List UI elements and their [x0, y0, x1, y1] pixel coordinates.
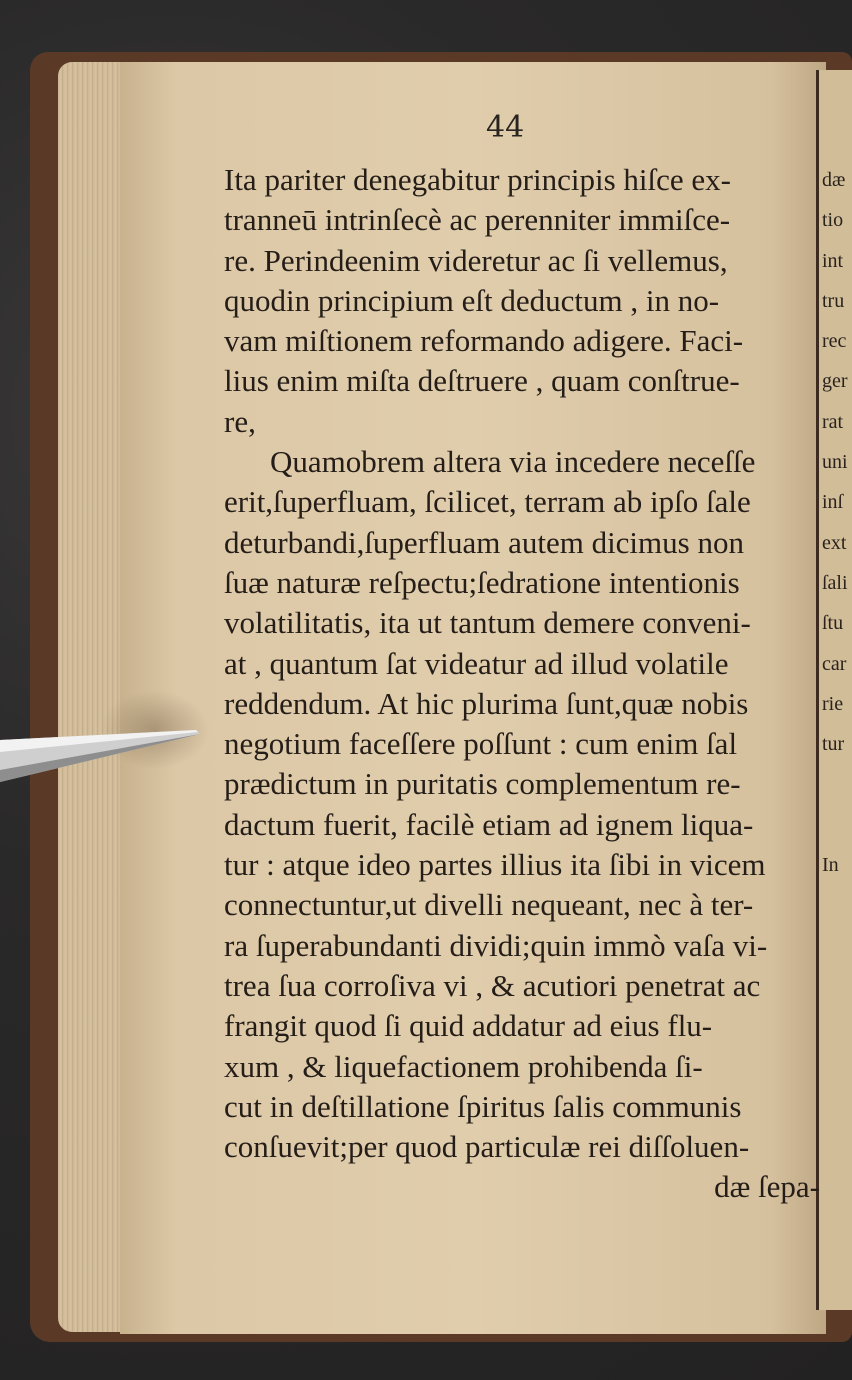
text-line: volatilitatis, ita ut tantum demere conveni- — [224, 605, 751, 641]
margin-fragment: ſtu — [822, 612, 844, 635]
text-line: trea ſua corroſiva vi , & acutiori penetrat ac — [224, 967, 761, 1003]
facing-page-fragments — [822, 160, 852, 885]
text-line: conſuevit;per quod particulæ rei diſſoluen- — [224, 1129, 750, 1165]
text-line: Quamobrem altera via incedere neceſſe — [270, 444, 756, 480]
margin-fragment: dæ — [822, 169, 846, 191]
text-line: cut in deſtillatione ſpiritus ſalis communis — [224, 1088, 742, 1124]
margin-fragment: tio — [822, 209, 844, 232]
text-line: negotium faceſſere poſſunt : cum enim ſal — [224, 726, 738, 762]
text-line: ra ſuperabundanti dividi;quin immò vaſa vi- — [224, 927, 768, 963]
text-line: xum , & liquefactionem prohibenda ſi- — [224, 1048, 703, 1084]
text-line: tur : atque ideo partes illius ita ſibi in vicem — [224, 847, 766, 883]
text-line: connectuntur,ut divelli nequeant, nec à ter- — [224, 887, 754, 923]
text-line: tranneū intrinſecè ac perenniter immiſce- — [224, 202, 731, 238]
text-line: quodin principium eſt deductum , in no- — [224, 282, 720, 318]
margin-fragment: ger — [822, 370, 848, 393]
text-line: at , quantum ſat videatur ad illud volatile — [224, 645, 729, 681]
text-line: Ita pariter denegabitur principis hiſce ex- — [224, 162, 731, 197]
margin-fragment — [822, 764, 852, 804]
margin-fragment: inſ — [822, 491, 844, 514]
page-text — [224, 160, 820, 1208]
margin-fragment: rec — [822, 330, 847, 353]
text-line: dactum fuerit, facilè etiam ad ignem liqua- — [224, 806, 754, 842]
margin-fragment: int — [822, 249, 844, 272]
text-line: vam miſtionem reformando adigere. Faci- — [224, 323, 744, 359]
text-line: lius enim miſta deſtruere , quam conſtrue- — [224, 363, 740, 399]
margin-fragment: tur — [822, 733, 845, 756]
text-line: re, — [224, 403, 256, 439]
catchword: dæ ſepa- — [714, 1169, 820, 1205]
margin-fragment: rie — [822, 692, 844, 715]
margin-fragment — [822, 805, 852, 845]
margin-fragment: tru — [822, 289, 845, 312]
margin-fragment: ſali — [822, 571, 848, 594]
margin-fragment: In — [822, 854, 839, 877]
text-line: erit,ſuperfluam, ſcilicet, terram ab ipſo ſale — [224, 484, 751, 520]
text-line: frangit quod ſi quid addatur ad eius flu- — [224, 1008, 713, 1044]
margin-fragment: ext — [822, 531, 847, 554]
text-line: ſuæ naturæ reſpectu;ſedratione intentionis — [224, 564, 740, 600]
pointer-stick-icon — [0, 722, 200, 782]
margin-fragment: car — [822, 652, 847, 675]
text-line: re. Perindeenim videretur ac ſi vellemus, — [224, 242, 728, 278]
margin-fragment: uni — [822, 451, 848, 474]
text-line: deturbandi,ſuperfluam autem dicimus non — [224, 524, 744, 560]
text-line: reddendum. At hic plurima ſunt,quæ nobis — [224, 685, 749, 721]
margin-fragment: rat — [822, 410, 844, 433]
text-line: prædictum in puritatis complementum re- — [224, 766, 741, 802]
page-number: 44 — [486, 110, 525, 145]
